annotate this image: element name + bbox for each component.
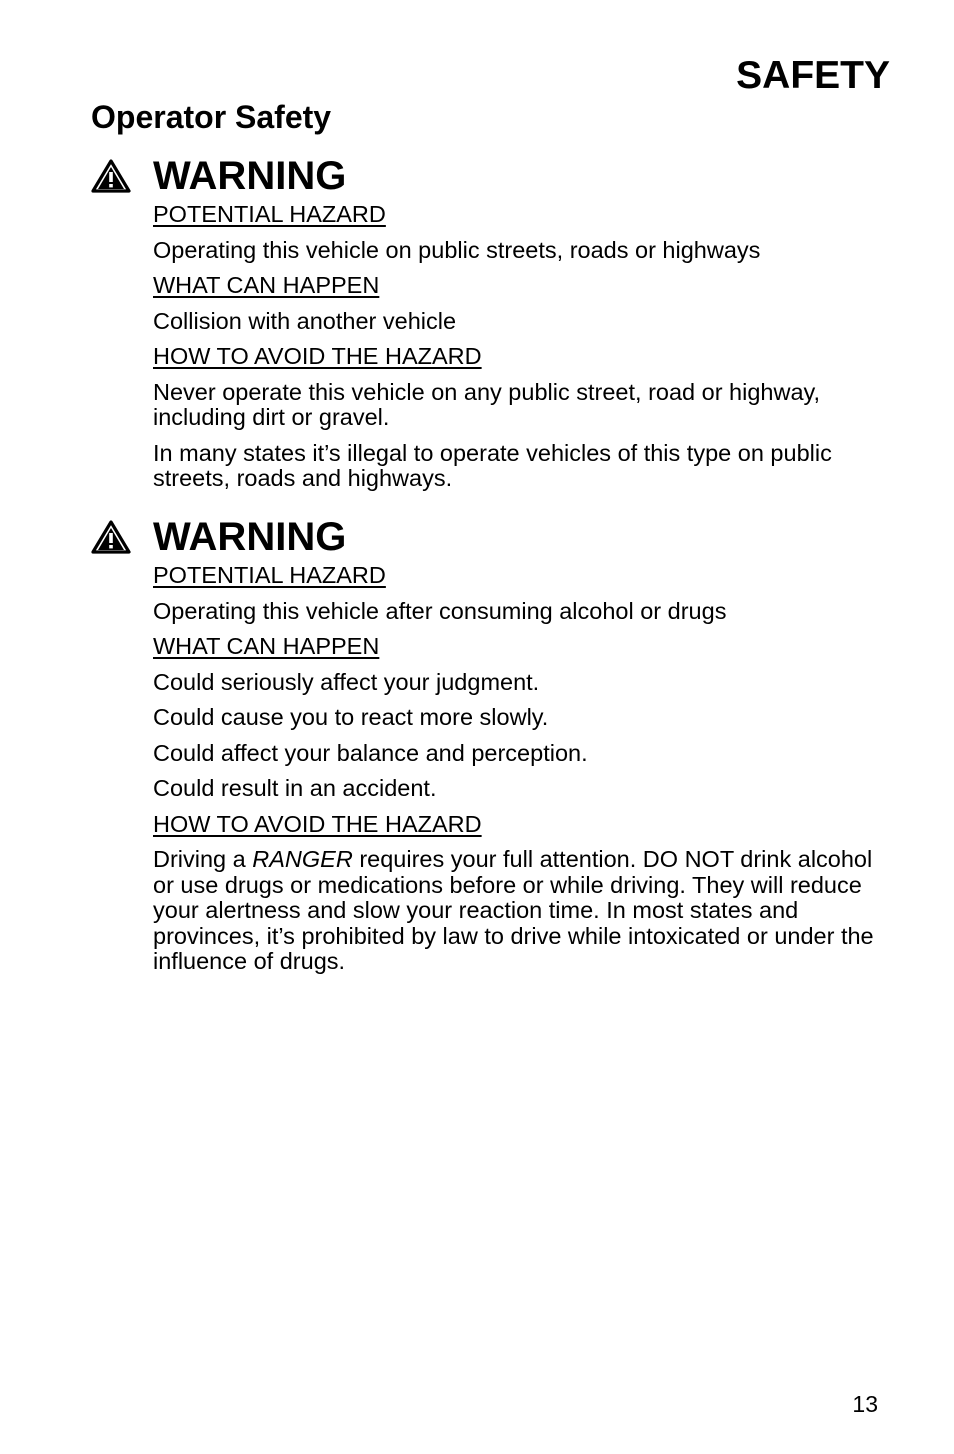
what-can-happen-heading: WHAT CAN HAPPEN (153, 272, 380, 298)
subsection-title: Operator Safety (91, 99, 332, 135)
what-can-happen-text: Could cause you to react more slowly. (153, 704, 549, 730)
potential-hazard-text: Operating this vehicle after consuming alcohol or drugs (153, 597, 727, 624)
how-to-avoid-text: Never operate this vehicle on any public street, road or highway, including dirt or gravel. (153, 378, 821, 430)
what-can-happen-text: Could result in an accident. (153, 775, 437, 801)
warning-body (153, 202, 891, 492)
warning-body (153, 563, 891, 975)
product-name: RANGER (252, 846, 353, 872)
section-title: SAFETY (736, 54, 890, 97)
how-to-avoid-text (153, 847, 891, 975)
how-to-avoid-text: In many states it’s illegal to operate vehicles of this type on public streets, roads and highways. (153, 439, 832, 491)
how-to-avoid-rest: requires your full attention. DO NOT drink alcohol or use drugs or medications before or while driving. They will reduce your alertness and slow your reaction time. In most states and provinces, it’s prohibited by law to drive while intoxicated or under the influence of drugs. (153, 846, 874, 974)
page-number: 13 (852, 1391, 878, 1417)
warning-header (91, 513, 891, 561)
warning-triangle-icon (91, 520, 131, 554)
how-to-avoid-heading: HOW TO AVOID THE HAZARD (153, 810, 482, 837)
how-to-avoid-prefix: Driving a (153, 846, 253, 872)
warning-title: WARNING (153, 154, 347, 198)
warning-title: WARNING (153, 515, 347, 559)
what-can-happen-text: Collision with another vehicle (153, 307, 457, 334)
how-to-avoid-heading: HOW TO AVOID THE HAZARD (153, 343, 482, 369)
potential-hazard-text: Operating this vehicle on public streets, roads or highways (153, 236, 761, 263)
what-can-happen-text: Could affect your balance and perception. (153, 739, 588, 766)
what-can-happen-heading: WHAT CAN HAPPEN (153, 633, 380, 659)
potential-hazard-heading: POTENTIAL HAZARD (153, 201, 386, 227)
warning-triangle-icon (91, 159, 131, 193)
potential-hazard-heading: POTENTIAL HAZARD (153, 562, 386, 588)
warning-block-alcohol-drugs (91, 513, 891, 975)
warning-header (91, 152, 891, 200)
what-can-happen-text: Could seriously affect your judgment. (153, 668, 540, 695)
warning-block-public-roads (91, 152, 891, 492)
